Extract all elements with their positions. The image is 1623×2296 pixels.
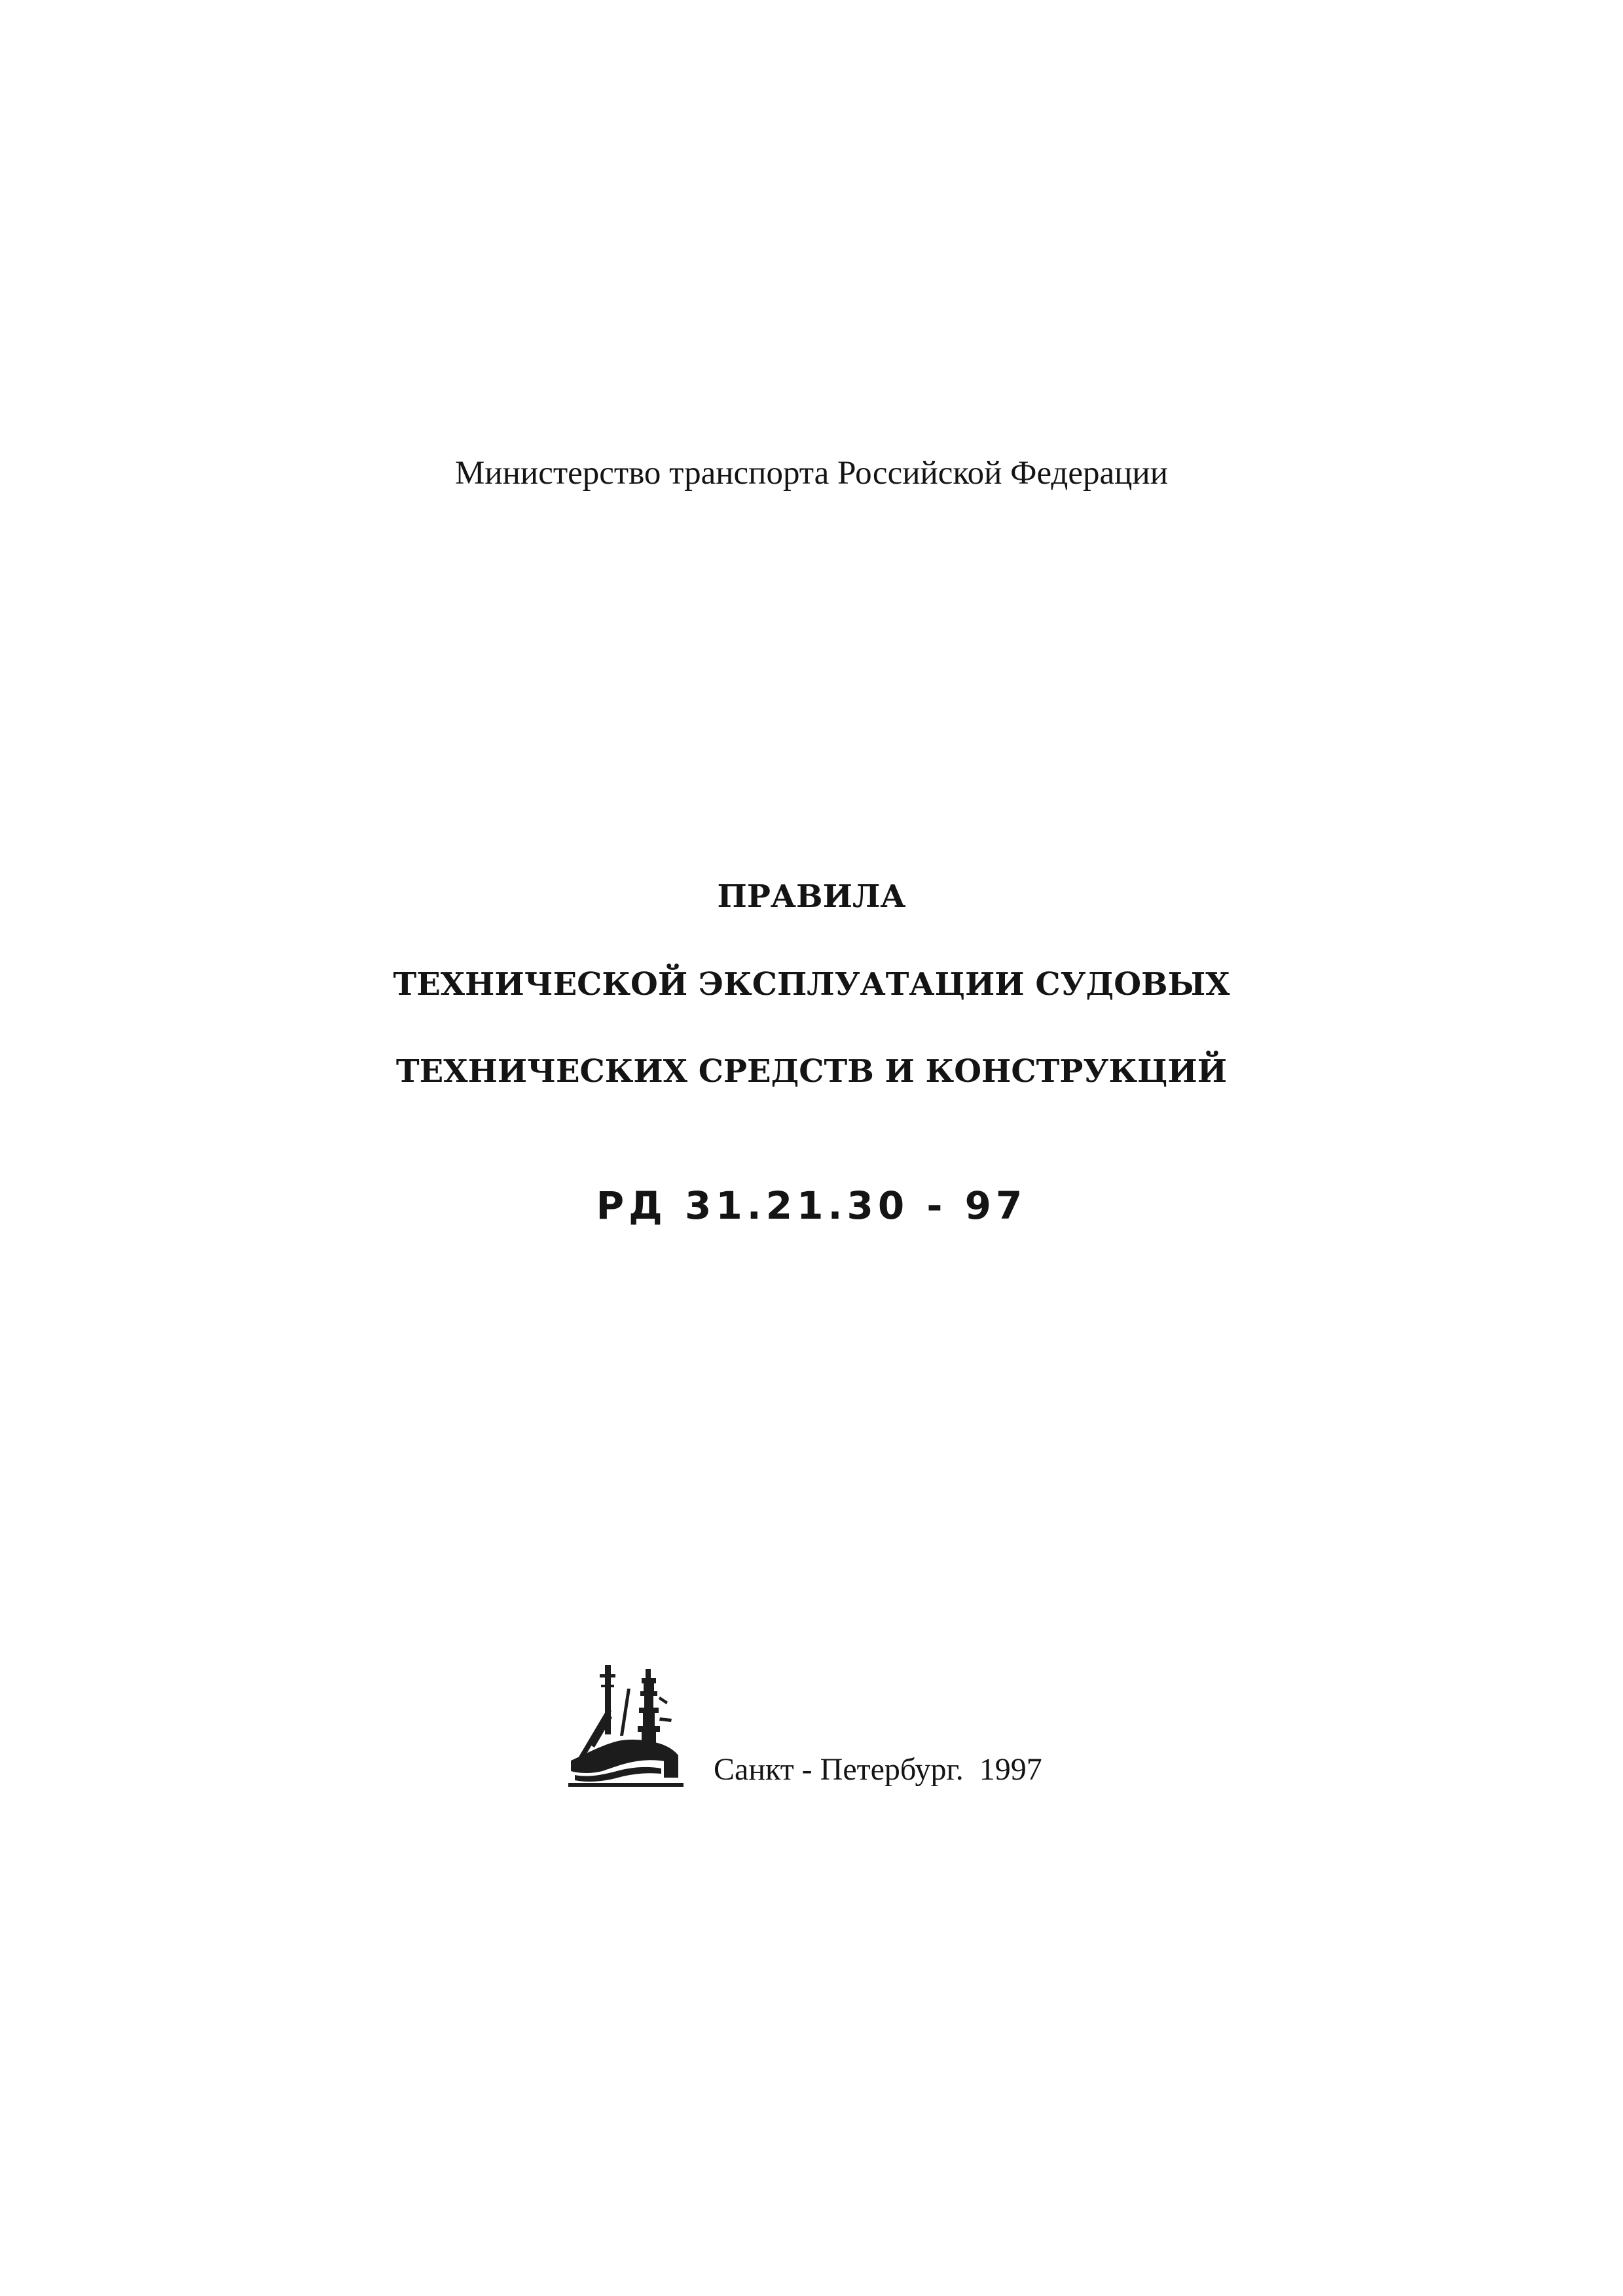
- document-title-line-1: ПРАВИЛА: [717, 878, 906, 915]
- document-title-line-3: ТЕХНИЧЕСКИХ СРЕДСТВ И КОНСТРУКЦИЙ: [395, 1053, 1228, 1090]
- ministry-name: Министерство транспорта Российской Федерации: [454, 455, 1169, 492]
- ship-emblem-icon: [568, 1662, 684, 1788]
- document-title-line-2: ТЕХНИЧЕСКОЙ ЭКСПЛУАТАЦИИ СУДОВЫХ: [393, 966, 1230, 1003]
- document-code: РД 31.21.30 - 97: [596, 1183, 1027, 1228]
- place-and-year: Санкт - Петербург. 1997: [714, 1752, 1042, 1787]
